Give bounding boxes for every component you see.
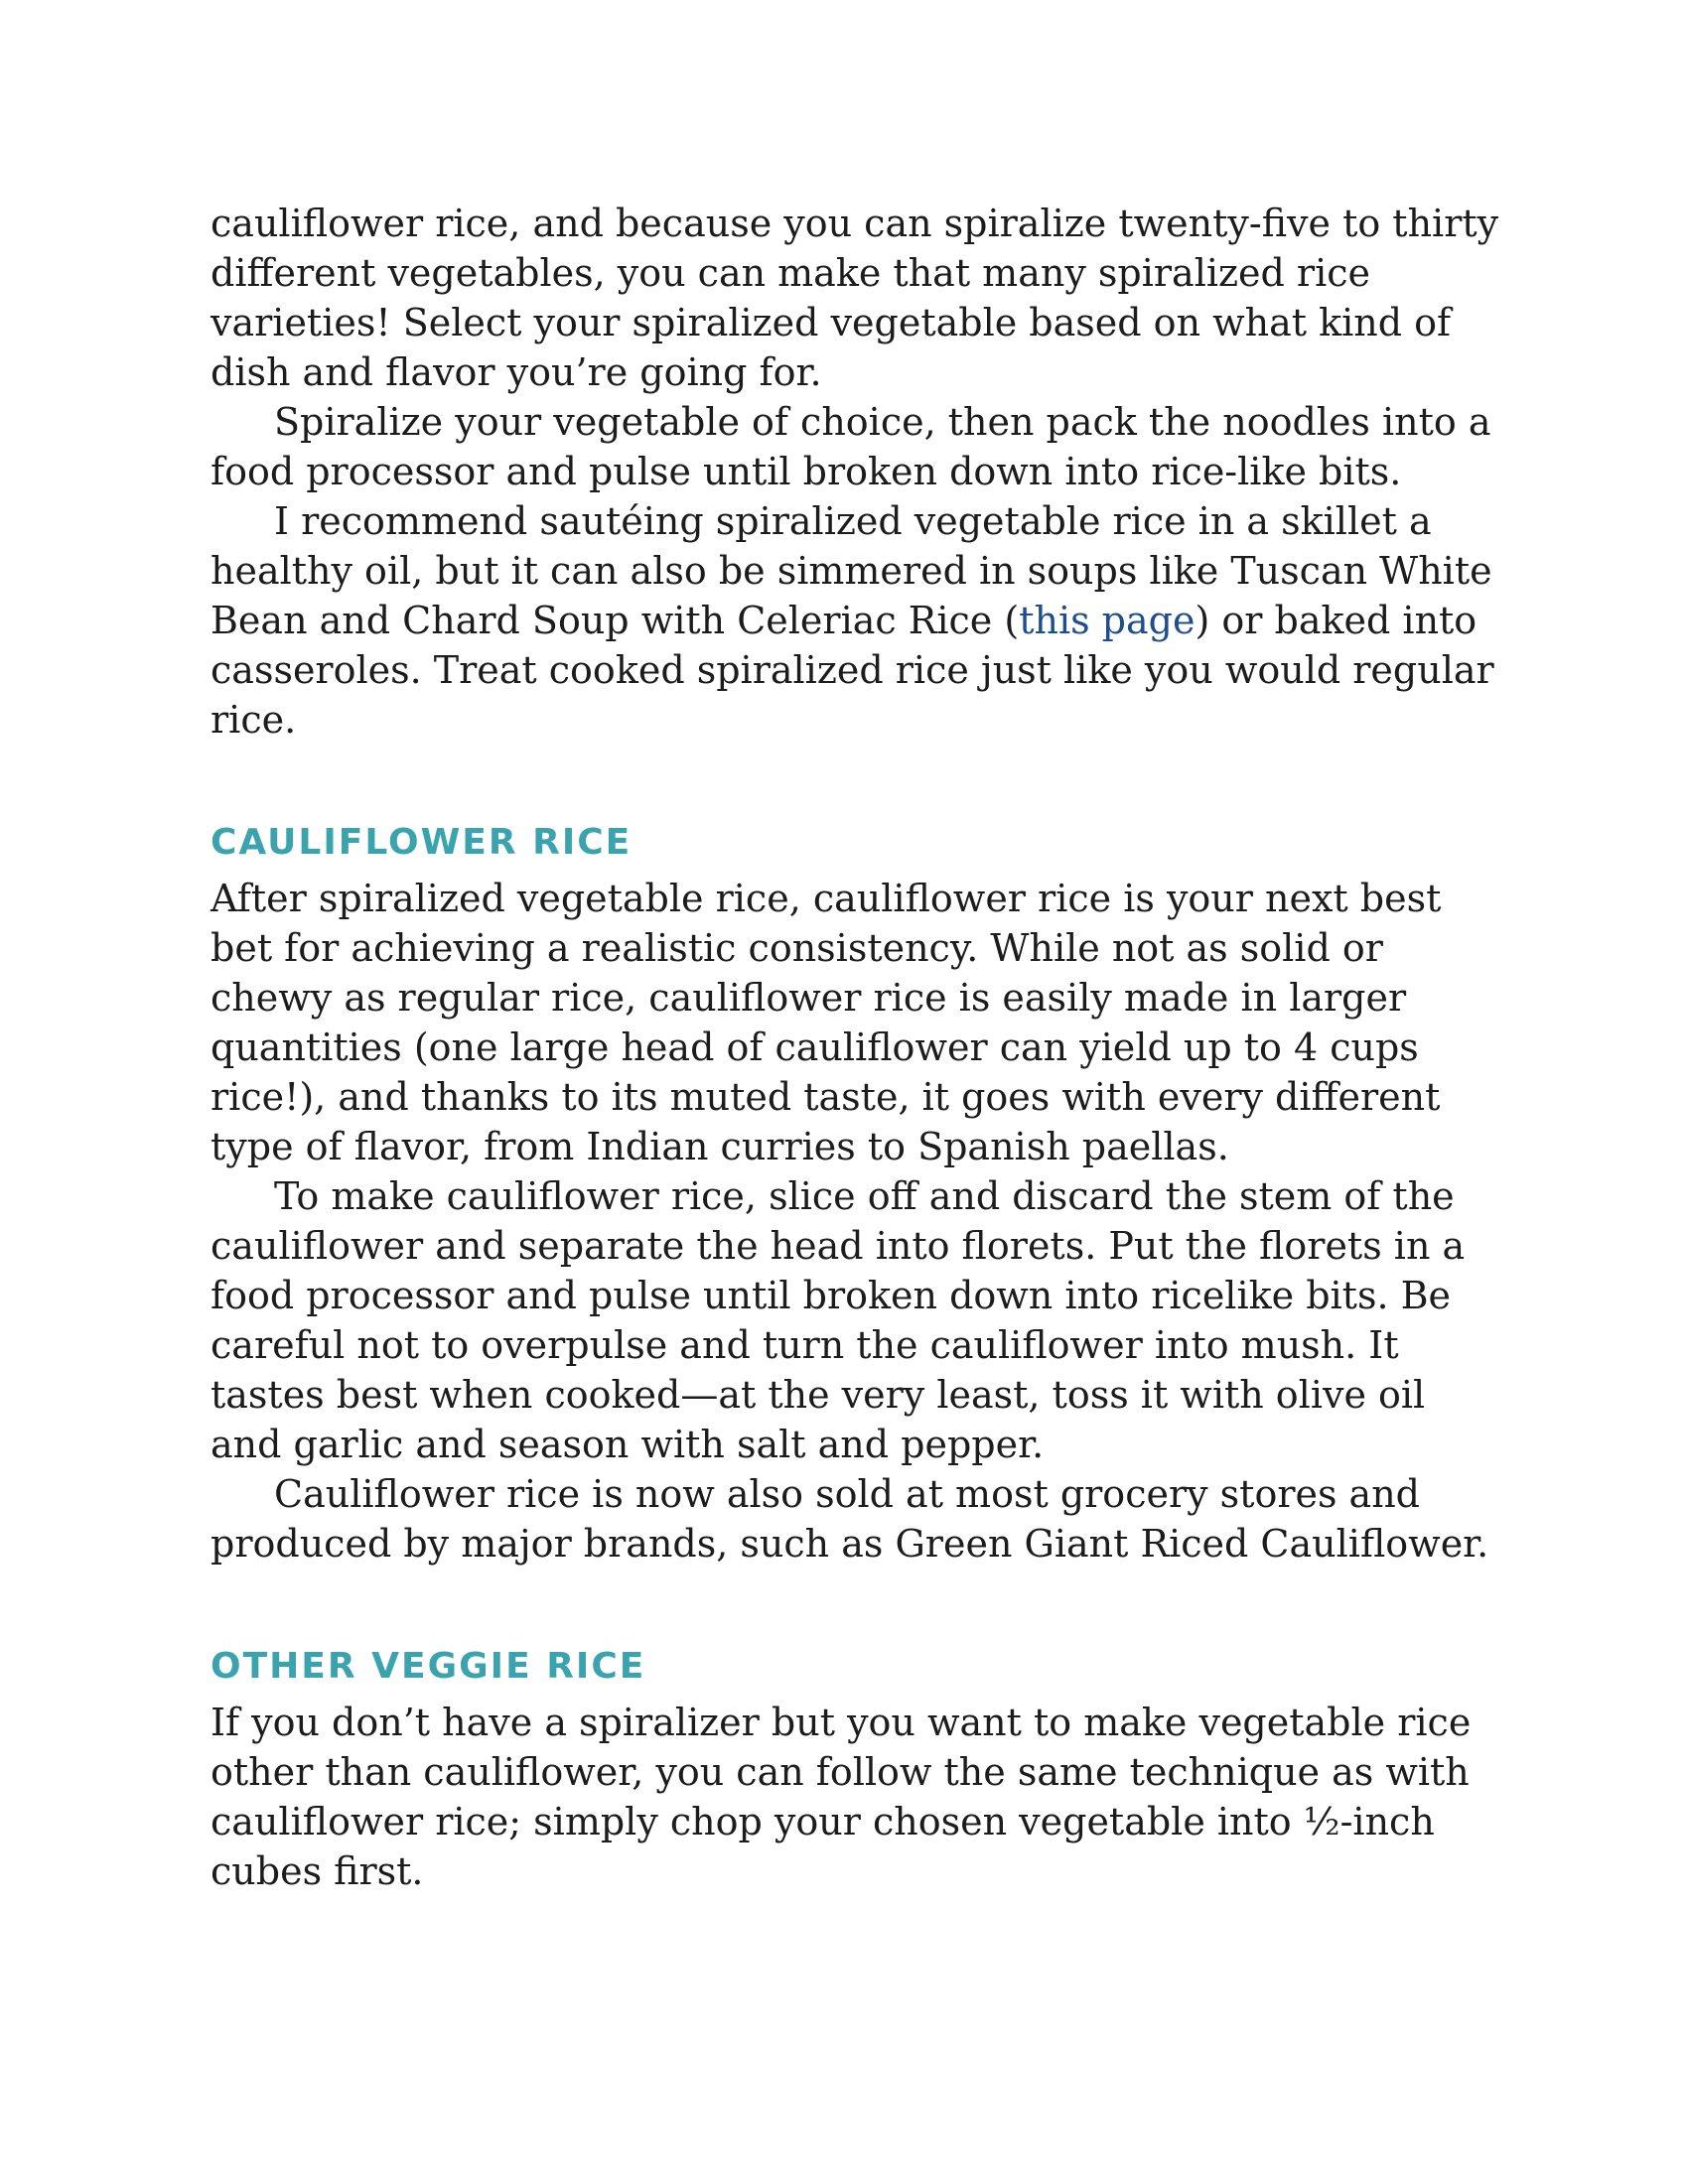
cauliflower-paragraph-3: Cauliflower rice is now also sold at most grocery stores and produced by major brands, such as Green Giant Riced Cauliflower. — [211, 1472, 1489, 1566]
intro-paragraph-3-start: I recommend sautéing spiralized vegetable rice in a skillet a healthy oil, but it can also be simmered in soups like Tuscan White Bean and Chard Soup with Celeriac Rice ( — [211, 499, 1492, 642]
other-veggie-paragraph-1: If you don’t have a spiralizer but you want to make vegetable rice other than cauliflower, you can follow the same technique as with cauliflower rice; simply chop your chosen vegetable into ½-inch cubes first. — [211, 1701, 1472, 1893]
intro-paragraph-1: cauliflower rice, and because you can spiralize twenty-five to thirty different vegetables, you can make that many spiralized rice varieties! Select your spiralized vegetable based on what kind of dish and flavor you’re going for. — [211, 202, 1499, 394]
cauliflower-paragraph-2: To make cauliflower rice, slice off and discard the stem of the cauliflower and separate the head into florets. Put the florets in a food processor and pulse until broken down into ricelike bits. Be careful not to overpulse and turn the cauliflower into mush. It tastes best when cooked—at the very least, toss it with olive oil and garlic and season with salt and pepper. — [211, 1174, 1466, 1466]
intro-paragraph-3-end: ) or baked into casseroles. Treat cooked spiralized rice just like you would regular rice. — [211, 599, 1494, 742]
intro-paragraph-3 — [211, 496, 1501, 745]
this-page-link[interactable]: this page — [1019, 599, 1196, 642]
cauliflower-rice-heading: CAULIFLOWER RICE — [211, 822, 633, 863]
intro-paragraph-2: Spiralize your vegetable of choice, then pack the noodles into a food processor and pulse until broken down into rice-like bits. — [211, 400, 1491, 493]
other-veggie-rice-heading: OTHER VEGGIE RICE — [211, 1646, 646, 1687]
page-content — [211, 199, 1501, 1896]
cauliflower-paragraph-1: After spiralized vegetable rice, cauliflower rice is your next best bet for achieving a realistic consistency. While not as solid or chewy as regular rice, cauliflower rice is easily made in larger quantities (one large head of cauliflower can yield up to 4 cups rice!), and thanks to its muted taste, it goes with every different type of flavor, from Indian curries to Spanish paellas. — [211, 877, 1442, 1168]
